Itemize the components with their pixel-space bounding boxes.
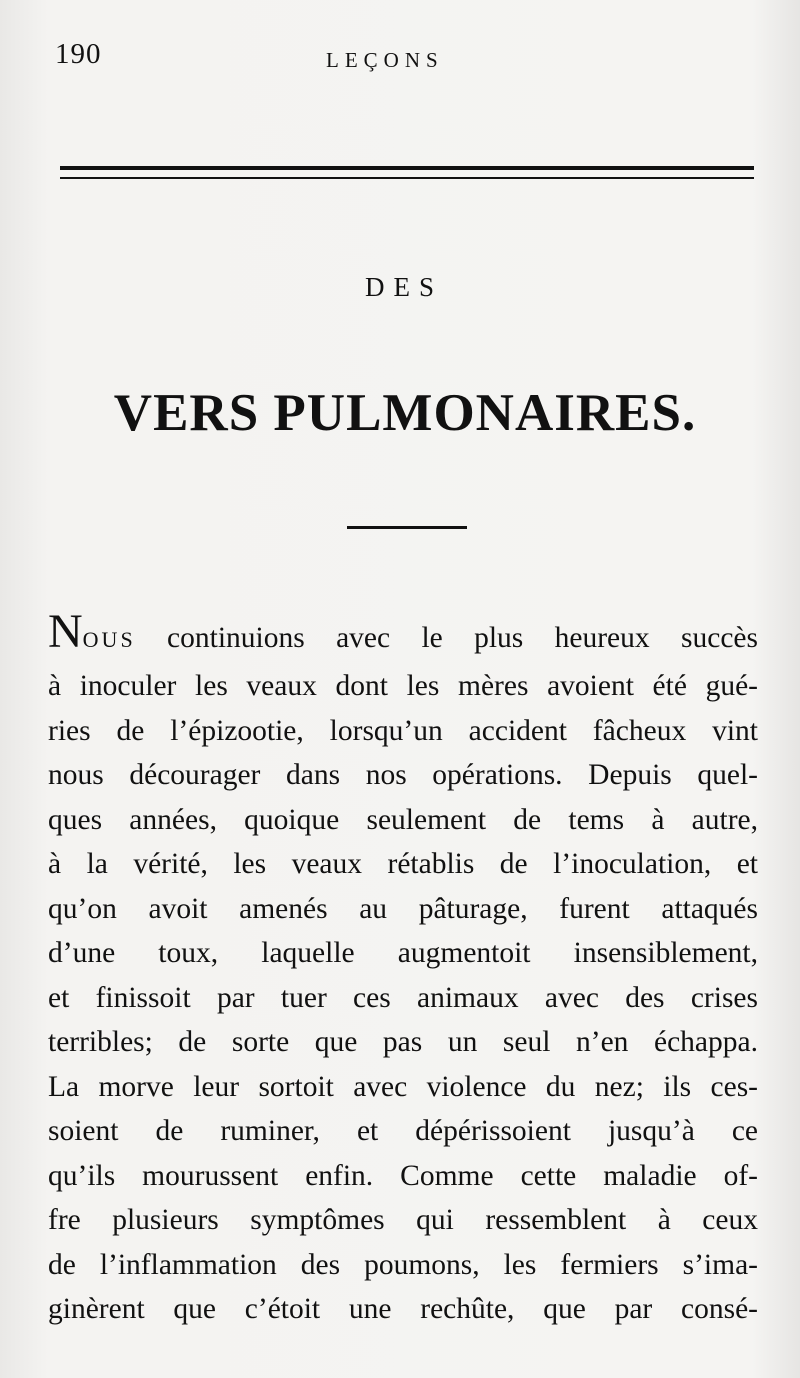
header-double-rule	[60, 166, 754, 182]
text-line: de l’inflammation des poumons, les fermiers s’ima-	[48, 1248, 758, 1281]
text-line: d’une toux, laquelle augmentoit insensiblement,	[48, 937, 758, 969]
section-pre-title: DES	[364, 272, 443, 302]
running-head: LEÇONS	[326, 48, 444, 72]
text-line: soient de ruminer, et dépérissoient jusqu’à ce	[48, 1115, 758, 1147]
dropcap-letter: N	[48, 605, 83, 658]
title-rule	[347, 526, 467, 529]
text-line: ginèrent que c’étoit une rechûte, que par consé-	[48, 1293, 758, 1325]
text-line: La morve leur sortoit avec violence du nez; ils ces-	[48, 1070, 758, 1103]
text-line: ries de l’épizootie, lorsqu’un accident fâcheux vint	[48, 714, 758, 747]
text-line: qu’on avoit amenés au pâturage, furent attaqués	[48, 892, 758, 925]
text-line: ques années, quoique seulement de tems à autre,	[48, 803, 758, 836]
text-line: à inoculer les veaux dont les mères avoient été gué-	[48, 670, 758, 702]
text-line: fre plusieurs symptômes qui ressemblent à ceux	[48, 1204, 758, 1236]
text-line-1	[48, 605, 758, 664]
header-rule-thin	[60, 177, 754, 179]
text-line: terribles; de sorte que pas un seul n’en échappa.	[48, 1026, 758, 1058]
text-line: à la vérité, les veaux rétablis de l’inoculation, et	[48, 848, 758, 880]
text-line: et finissoit par tuer ces animaux avec des crises	[48, 981, 758, 1014]
first-line-text: continuions avec le plus heureux succès	[167, 622, 758, 654]
body-text	[48, 605, 758, 1332]
header-rule-thick	[60, 166, 754, 170]
text-line: qu’ils mourussent enfin. Comme cette maladie of-	[48, 1159, 758, 1192]
page-number: 190	[55, 38, 102, 70]
section-title: VERS PULMONAIRES.	[113, 384, 697, 442]
text-line: nous décourager dans nos opérations. Depuis quel-	[48, 759, 758, 791]
dropcap-rest: OUS	[82, 627, 136, 652]
